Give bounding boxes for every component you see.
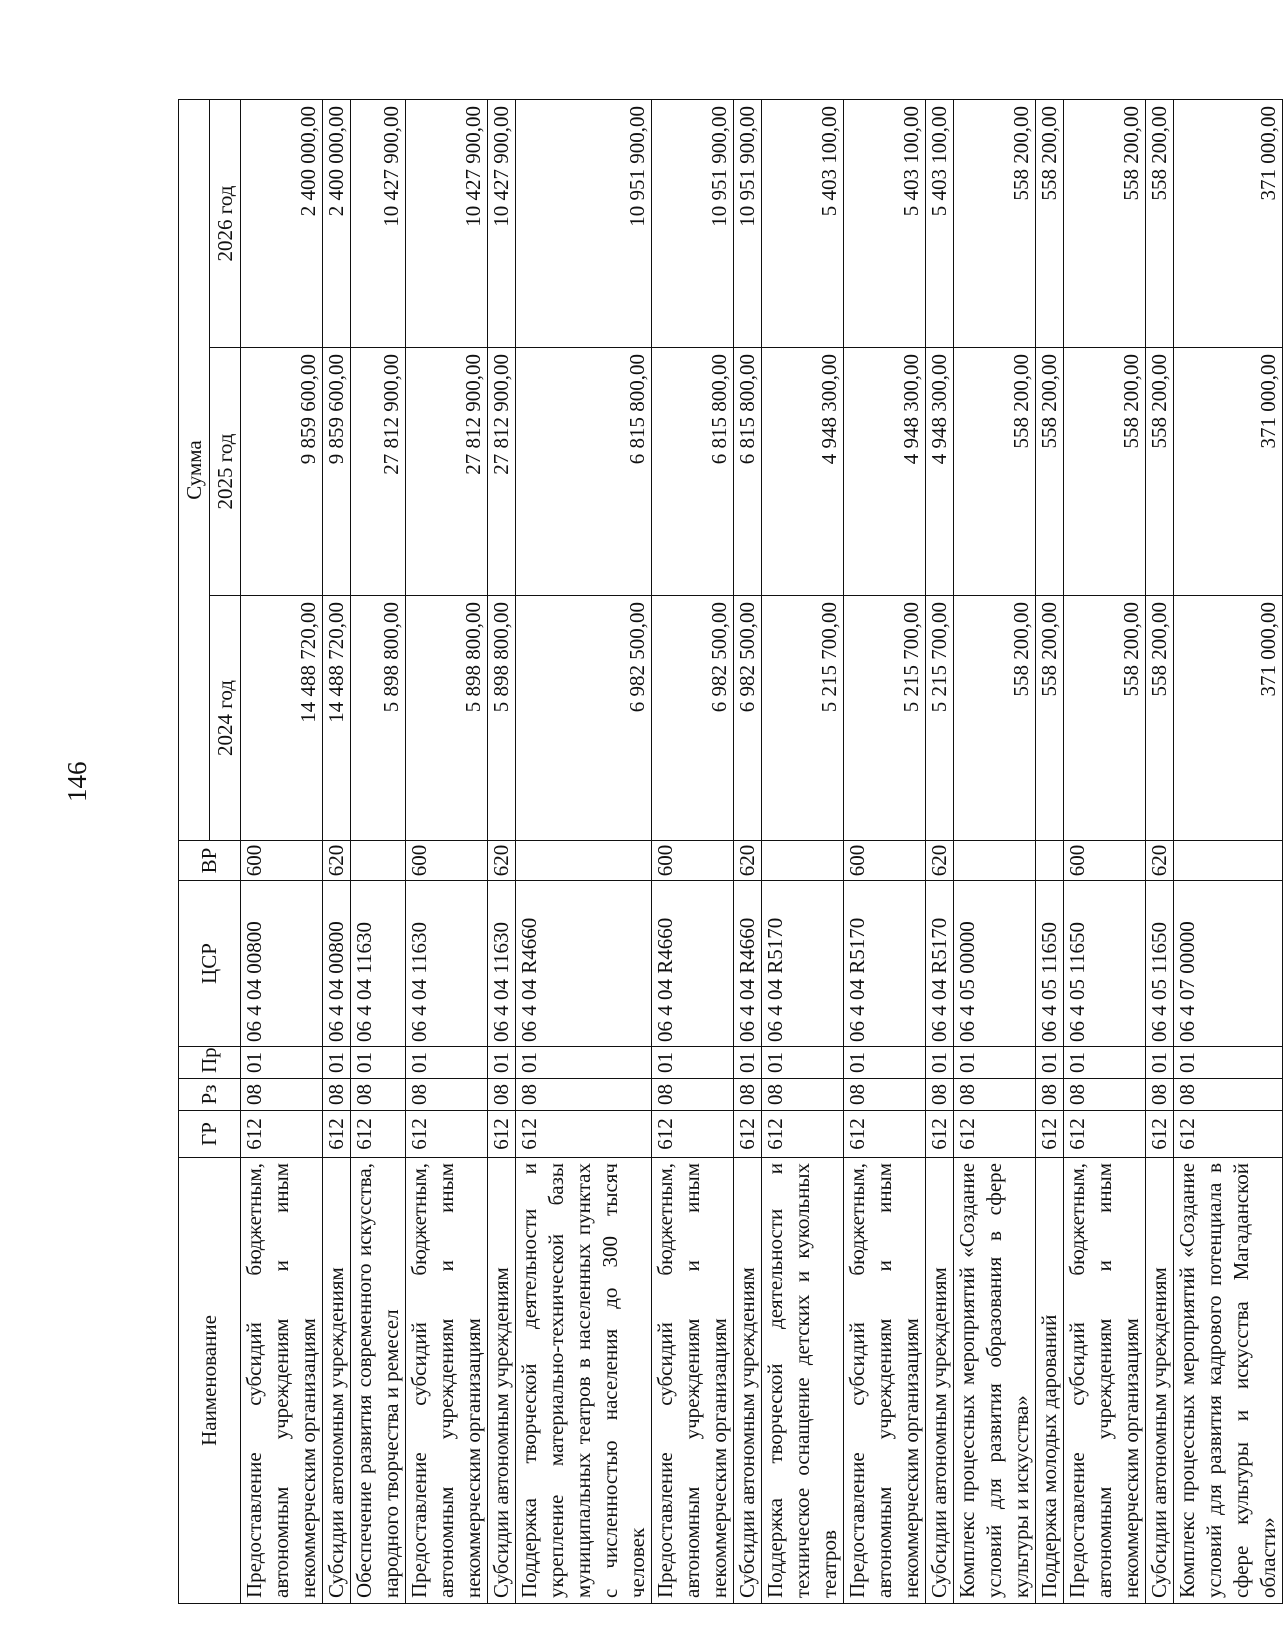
row-gr-cell: 612 [762,1111,844,1158]
row-sum-2026-cell: 10 951 900,00 [734,99,762,347]
table-row [351,99,406,1603]
row-name-cell: Поддержка творческой деятельности и техническое оснащение детских и кукольных театров [762,1158,844,1604]
row-sum-2026-cell: 371 000,00 [1174,99,1283,347]
row-name-cell: Субсидии автономным учреждениям [488,1158,516,1604]
header-vr: ВР [179,841,241,881]
row-csr-cell: 06 4 05 00000 [954,881,1036,1047]
row-rz-cell: 08 [954,1079,1036,1111]
row-sum-2025-cell: 558 200,00 [1064,348,1146,596]
row-name-cell: Предоставление субсидий бюджетным, автономным учреждениям и иным некоммерческим организациям [844,1158,926,1604]
row-sum-2024-cell: 558 200,00 [954,596,1036,841]
row-name-cell: Предоставление субсидий бюджетным, автономным учреждениям и иным некоммерческим организациям [406,1158,488,1604]
row-gr-cell: 612 [652,1111,734,1158]
row-name-cell: Обеспечение развития современного искусства, народного творчества и ремесел [351,1158,406,1604]
row-rz-cell: 08 [406,1079,488,1111]
row-pr-cell: 01 [1174,1047,1283,1079]
row-pr-cell: 01 [241,1047,323,1079]
row-sum-2025-cell: 9 859 600,00 [241,348,323,596]
row-csr-cell: 06 4 04 R5170 [844,881,926,1047]
row-sum-2025-cell: 9 859 600,00 [323,348,351,596]
row-vr-cell: 600 [844,841,926,881]
row-csr-cell: 06 4 04 R5170 [762,881,844,1047]
row-pr-cell: 01 [844,1047,926,1079]
row-rz-cell: 08 [1036,1079,1064,1111]
row-csr-cell: 06 4 04 R4660 [516,881,652,1047]
row-sum-2026-cell: 2 400 000,00 [241,99,323,347]
row-sum-2024-cell: 6 982 500,00 [734,596,762,841]
row-gr-cell: 612 [351,1111,406,1158]
table-row [1174,99,1283,1603]
row-rz-cell: 08 [351,1079,406,1111]
row-sum-2025-cell: 6 815 800,00 [652,348,734,596]
row-vr-cell: 600 [241,841,323,881]
row-sum-2025-cell: 6 815 800,00 [734,348,762,596]
row-sum-2025-cell: 558 200,00 [954,348,1036,596]
row-rz-cell: 08 [844,1079,926,1111]
header-pr: Пр [179,1047,241,1079]
row-sum-2024-cell: 5 898 800,00 [351,596,406,841]
budget-table [178,99,1283,1604]
row-rz-cell: 08 [516,1079,652,1111]
row-pr-cell: 01 [406,1047,488,1079]
row-sum-2025-cell: 27 812 900,00 [351,348,406,596]
row-sum-2026-cell: 10 951 900,00 [516,99,652,347]
row-sum-2024-cell: 558 200,00 [1064,596,1146,841]
row-sum-2024-cell: 6 982 500,00 [516,596,652,841]
table-row [762,99,844,1603]
row-csr-cell: 06 4 04 R4660 [734,881,762,1047]
row-rz-cell: 08 [488,1079,516,1111]
row-sum-2024-cell: 5 215 700,00 [762,596,844,841]
row-sum-2026-cell: 10 951 900,00 [652,99,734,347]
row-vr-cell: 620 [734,841,762,881]
row-pr-cell: 01 [954,1047,1036,1079]
row-gr-cell: 612 [1036,1111,1064,1158]
row-sum-2026-cell: 10 427 900,00 [406,99,488,347]
row-pr-cell: 01 [351,1047,406,1079]
row-rz-cell: 08 [1174,1079,1283,1111]
row-sum-2026-cell: 558 200,00 [1036,99,1064,347]
page-number: 146 [62,761,92,802]
row-sum-2025-cell: 4 948 300,00 [926,348,954,596]
row-name-cell: Субсидии автономным учреждениям [323,1158,351,1604]
row-pr-cell: 01 [1146,1047,1174,1079]
row-gr-cell: 612 [1064,1111,1146,1158]
row-rz-cell: 08 [1146,1079,1174,1111]
row-pr-cell: 01 [734,1047,762,1079]
row-name-cell: Субсидии автономным учреждениям [1146,1158,1174,1604]
header-year-2026: 2026 год [210,99,241,347]
row-vr-cell: 600 [652,841,734,881]
row-csr-cell: 06 4 04 11630 [406,881,488,1047]
row-sum-2026-cell: 558 200,00 [1064,99,1146,347]
row-name-cell: Предоставление субсидий бюджетным, автономным учреждениям и иным некоммерческим организациям [241,1158,323,1604]
row-csr-cell: 06 4 04 00800 [323,881,351,1047]
row-gr-cell: 612 [1174,1111,1283,1158]
row-gr-cell: 612 [954,1111,1036,1158]
header-year-2025: 2025 год [210,348,241,596]
row-pr-cell: 01 [516,1047,652,1079]
row-pr-cell: 01 [488,1047,516,1079]
row-sum-2024-cell: 6 982 500,00 [652,596,734,841]
row-gr-cell: 612 [516,1111,652,1158]
header-name: Наименование [179,1158,241,1604]
table-row [926,99,954,1603]
row-sum-2024-cell: 558 200,00 [1036,596,1064,841]
row-vr-cell [351,841,406,881]
row-csr-cell: 06 4 04 R4660 [652,881,734,1047]
row-name-cell: Предоставление субсидий бюджетным, автономным учреждениям и иным некоммерческим организациям [1064,1158,1146,1604]
row-name-cell: Поддержка творческой деятельности и укрепление материально-технической базы муниципальных театров в населенных пунктах с численностью населения до 300 тысяч человек [516,1158,652,1604]
row-sum-2025-cell: 27 812 900,00 [488,348,516,596]
row-rz-cell: 08 [241,1079,323,1111]
row-vr-cell [516,841,652,881]
row-sum-2024-cell: 5 898 800,00 [406,596,488,841]
header-csr: ЦСР [179,881,241,1047]
row-sum-2025-cell: 4 948 300,00 [762,348,844,596]
row-vr-cell [1174,841,1283,881]
row-name-cell: Комплекс процессных мероприятий «Создание условий для развития кадрового потенциала в сфере культуры и искусства Магаданской области» [1174,1158,1283,1604]
header-sum: Сумма [179,99,210,840]
table-row [323,99,351,1603]
row-sum-2025-cell: 4 948 300,00 [844,348,926,596]
row-csr-cell: 06 4 07 00000 [1174,881,1283,1047]
row-rz-cell: 08 [1064,1079,1146,1111]
row-name-cell: Субсидии автономным учреждениям [734,1158,762,1604]
row-rz-cell: 08 [323,1079,351,1111]
row-sum-2026-cell: 558 200,00 [1146,99,1174,347]
row-sum-2026-cell: 10 427 900,00 [351,99,406,347]
row-sum-2025-cell: 558 200,00 [1146,348,1174,596]
row-pr-cell: 01 [762,1047,844,1079]
row-sum-2024-cell: 558 200,00 [1146,596,1174,841]
row-csr-cell: 06 4 04 11630 [488,881,516,1047]
budget-table-container [178,100,1280,1604]
row-name-cell: Комплекс процессных мероприятий «Создание условий для развития образования в сфере культуры и искусства» [954,1158,1036,1604]
row-sum-2025-cell: 371 000,00 [1174,348,1283,596]
row-vr-cell: 620 [926,841,954,881]
row-vr-cell [762,841,844,881]
table-row [488,99,516,1603]
row-vr-cell [954,841,1036,881]
row-vr-cell [1036,841,1064,881]
table-row [1146,99,1174,1603]
row-rz-cell: 08 [652,1079,734,1111]
row-sum-2026-cell: 5 403 100,00 [926,99,954,347]
table-row [1036,99,1064,1603]
row-gr-cell: 612 [844,1111,926,1158]
table-row [734,99,762,1603]
row-vr-cell: 600 [406,841,488,881]
row-csr-cell: 06 4 05 11650 [1064,881,1146,1047]
row-vr-cell: 620 [488,841,516,881]
row-sum-2026-cell: 5 403 100,00 [844,99,926,347]
row-name-cell: Предоставление субсидий бюджетным, автономным учреждениям и иным некоммерческим организациям [652,1158,734,1604]
row-pr-cell: 01 [652,1047,734,1079]
row-sum-2026-cell: 558 200,00 [954,99,1036,347]
row-sum-2024-cell: 371 000,00 [1174,596,1283,841]
row-sum-2025-cell: 558 200,00 [1036,348,1064,596]
table-row [1064,99,1146,1603]
row-name-cell: Субсидии автономным учреждениям [926,1158,954,1604]
row-sum-2024-cell: 5 215 700,00 [844,596,926,841]
row-sum-2024-cell: 14 488 720,00 [241,596,323,841]
row-csr-cell: 06 4 05 11650 [1146,881,1174,1047]
row-gr-cell: 612 [926,1111,954,1158]
row-csr-cell: 06 4 04 11630 [351,881,406,1047]
row-gr-cell: 612 [1146,1111,1174,1158]
row-sum-2024-cell: 5 215 700,00 [926,596,954,841]
row-pr-cell: 01 [926,1047,954,1079]
header-rz: Рз [179,1079,241,1111]
header-year-2024: 2024 год [210,596,241,841]
row-name-cell: Поддержка молодых дарований [1036,1158,1064,1604]
table-row [844,99,926,1603]
row-gr-cell: 612 [734,1111,762,1158]
row-csr-cell: 06 4 05 11650 [1036,881,1064,1047]
table-body [241,99,1283,1603]
row-sum-2026-cell: 2 400 000,00 [323,99,351,347]
row-csr-cell: 06 4 04 00800 [241,881,323,1047]
row-sum-2026-cell: 10 427 900,00 [488,99,516,347]
row-pr-cell: 01 [323,1047,351,1079]
row-rz-cell: 08 [926,1079,954,1111]
row-gr-cell: 612 [406,1111,488,1158]
row-rz-cell: 08 [762,1079,844,1111]
table-row [516,99,652,1603]
row-sum-2025-cell: 27 812 900,00 [406,348,488,596]
row-gr-cell: 612 [323,1111,351,1158]
row-vr-cell: 620 [1146,841,1174,881]
table-row [241,99,323,1603]
row-rz-cell: 08 [734,1079,762,1111]
header-gr: ГР [179,1111,241,1158]
row-sum-2025-cell: 6 815 800,00 [516,348,652,596]
row-sum-2024-cell: 14 488 720,00 [323,596,351,841]
row-pr-cell: 01 [1064,1047,1146,1079]
row-sum-2026-cell: 5 403 100,00 [762,99,844,347]
row-gr-cell: 612 [488,1111,516,1158]
row-vr-cell: 620 [323,841,351,881]
table-row [406,99,488,1603]
table-row [954,99,1036,1603]
row-pr-cell: 01 [1036,1047,1064,1079]
row-gr-cell: 612 [241,1111,323,1158]
row-csr-cell: 06 4 04 R5170 [926,881,954,1047]
table-header [179,99,241,1603]
table-row [652,99,734,1603]
row-sum-2024-cell: 5 898 800,00 [488,596,516,841]
row-vr-cell: 600 [1064,841,1146,881]
